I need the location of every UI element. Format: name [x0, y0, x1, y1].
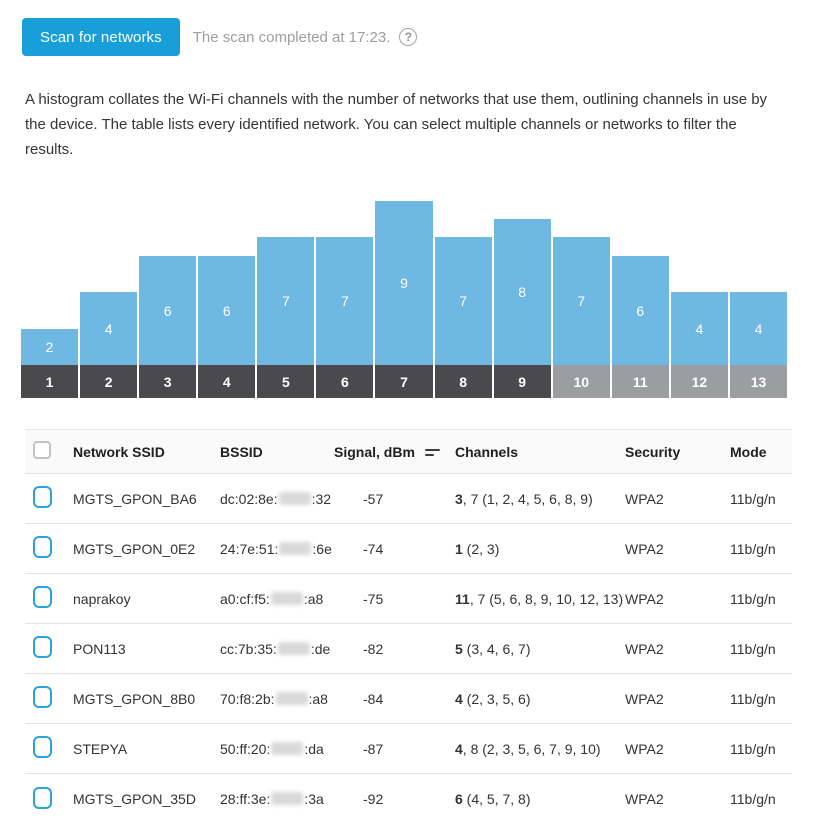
histogram-bar-column — [730, 201, 787, 365]
histogram-bar-channel-2[interactable] — [80, 292, 137, 365]
bar-value-label: 9 — [400, 275, 408, 291]
mode-value: 11b/g/n — [730, 540, 776, 557]
histogram-bar-column — [80, 201, 137, 365]
secondary-channels: (2, 3, 5, 6) — [462, 690, 531, 707]
bssid-suffix: :a8 — [308, 690, 328, 707]
bssid-prefix: 70:f8:2b: — [220, 690, 275, 707]
channel-label-3[interactable]: 3 — [139, 365, 196, 398]
channel-label-11[interactable]: 11 — [612, 365, 669, 398]
channels-value — [455, 591, 625, 607]
security-value: WPA2 — [625, 540, 664, 557]
description-text: A histogram collates the Wi-Fi channels with the number of networks that use them, outlining channels in use by the device. The table lists every identified network. You can select multiple channels or networks to filter the results. — [25, 91, 768, 158]
network-ssid: STEPYA — [73, 740, 128, 757]
table-row[interactable] — [25, 574, 792, 624]
channel-label-10[interactable]: 10 — [553, 365, 610, 398]
network-ssid: PON113 — [73, 640, 126, 657]
network-ssid: naprakoy — [73, 590, 131, 607]
channels-value — [455, 691, 625, 707]
primary-channel: 3 — [455, 490, 463, 507]
row-checkbox[interactable] — [33, 686, 52, 708]
secondary-channels: , 8 (2, 3, 5, 6, 7, 9, 10) — [462, 740, 601, 757]
bssid-suffix: :de — [310, 640, 331, 657]
channel-histogram — [21, 201, 787, 398]
histogram-bar-channel-8[interactable] — [435, 237, 492, 365]
channel-label-7[interactable]: 7 — [375, 365, 432, 398]
bar-value-label: 6 — [636, 302, 645, 319]
secondary-channels: (4, 5, 7, 8) — [462, 791, 531, 807]
channels-value — [455, 541, 625, 557]
signal-value: -92 — [363, 791, 384, 807]
bar-value-label: 6 — [163, 302, 172, 319]
security-value: WPA2 — [625, 640, 664, 657]
scan-status-text: The scan completed at 17:23. — [192, 28, 391, 46]
row-checkbox[interactable] — [33, 736, 52, 758]
channel-label-2[interactable]: 2 — [80, 365, 137, 398]
bssid-prefix: a0:cf:f5: — [220, 590, 270, 607]
bar-value-label: 8 — [518, 284, 527, 300]
bar-value-label: 7 — [459, 293, 467, 309]
network-ssid: MGTS_GPON_0E2 — [73, 540, 196, 557]
mode-value: 11b/g/n — [730, 640, 776, 657]
security-value: WPA2 — [625, 791, 664, 807]
histogram-bar-channel-4[interactable] — [198, 256, 255, 365]
signal-value: -82 — [363, 640, 384, 657]
signal-value: -57 — [363, 490, 384, 507]
row-checkbox-cell — [25, 586, 73, 611]
row-checkbox-cell — [25, 536, 73, 561]
network-bssid — [220, 541, 334, 557]
row-checkbox-cell — [25, 736, 73, 761]
scan-for-networks-button[interactable]: Scan for networks — [22, 18, 180, 56]
table-row[interactable] — [25, 624, 792, 674]
channel-label-12[interactable]: 12 — [671, 365, 728, 398]
row-checkbox[interactable] — [33, 486, 52, 508]
column-header-channels: Channels — [455, 443, 519, 460]
network-bssid — [220, 741, 334, 757]
channel-label-8[interactable]: 8 — [435, 365, 492, 398]
column-header-mode: Mode — [730, 443, 767, 460]
bssid-suffix: :da — [304, 740, 324, 757]
histogram-bar-channel-5[interactable] — [257, 237, 314, 365]
row-checkbox[interactable] — [33, 586, 52, 608]
histogram-bar-column — [553, 201, 610, 365]
signal-value: -74 — [363, 540, 384, 557]
networks-table — [25, 429, 792, 824]
wifi-scan-page — [0, 18, 817, 829]
histogram-bars — [21, 201, 787, 365]
bar-value-label: 4 — [754, 320, 763, 337]
bssid-redacted-blur — [276, 692, 308, 705]
bssid-prefix: 24:7e:51: — [220, 540, 279, 557]
select-all-checkbox[interactable] — [33, 441, 51, 459]
histogram-bar-column — [21, 201, 78, 365]
channels-value — [455, 741, 625, 757]
bssid-prefix: cc:7b:35: — [220, 640, 277, 657]
channel-label-9[interactable]: 9 — [494, 365, 551, 398]
channels-value — [455, 791, 625, 807]
column-header-security: Security — [625, 443, 681, 460]
network-bssid — [220, 641, 334, 657]
row-checkbox[interactable] — [33, 636, 52, 658]
row-checkbox-cell — [25, 636, 73, 661]
network-bssid — [220, 691, 334, 707]
histogram-bar-column — [198, 201, 255, 365]
network-ssid: MGTS_GPON_BA6 — [73, 490, 197, 507]
bar-value-label: 4 — [695, 320, 704, 337]
security-value: WPA2 — [625, 740, 664, 757]
column-header-signal-label: Signal, dBm — [334, 443, 415, 460]
channel-label-13[interactable]: 13 — [730, 365, 787, 398]
histogram-bar-channel-9[interactable] — [494, 219, 551, 365]
histogram-channel-labels — [21, 365, 787, 398]
channel-label-6[interactable]: 6 — [316, 365, 373, 398]
secondary-channels: (2, 3) — [462, 540, 500, 557]
security-value: WPA2 — [625, 590, 664, 607]
signal-value: -84 — [363, 690, 384, 707]
mode-value: 11b/g/n — [730, 690, 776, 707]
bssid-prefix: dc:02:8e: — [220, 490, 278, 507]
network-ssid: MGTS_GPON_8B0 — [73, 690, 196, 707]
histogram-bar-column — [139, 201, 196, 365]
bssid-redacted-blur — [279, 542, 311, 555]
histogram-bar-column — [671, 201, 728, 365]
bssid-suffix: :a8 — [303, 590, 324, 607]
primary-channel: 6 — [455, 791, 463, 807]
bar-value-label: 2 — [45, 339, 54, 355]
histogram-bar-channel-13[interactable] — [730, 292, 787, 365]
row-checkbox-cell — [25, 686, 73, 711]
channel-label-1[interactable]: 1 — [21, 365, 78, 398]
sort-descending-icon[interactable] — [425, 447, 440, 456]
secondary-channels: , 7 (1, 2, 4, 5, 6, 8, 9) — [462, 490, 593, 507]
histogram-bar-channel-6[interactable] — [316, 237, 373, 365]
secondary-channels: (3, 4, 6, 7) — [462, 640, 531, 657]
bssid-redacted-blur — [271, 792, 303, 805]
primary-channel: 4 — [455, 740, 463, 757]
signal-value: -87 — [363, 740, 384, 757]
bssid-redacted-blur — [279, 492, 311, 505]
table-header-row — [25, 429, 792, 474]
row-checkbox[interactable] — [33, 536, 52, 558]
bssid-suffix: :6e — [312, 540, 332, 557]
scan-toolbar — [22, 18, 817, 56]
table-row[interactable] — [25, 724, 792, 774]
mode-value: 11b/g/n — [730, 590, 776, 607]
table-row[interactable] — [25, 474, 792, 524]
network-bssid — [220, 791, 334, 807]
histogram-bar-channel-7[interactable] — [375, 201, 432, 365]
histogram-bar-column — [494, 201, 551, 365]
channels-value — [455, 491, 625, 507]
security-value: WPA2 — [625, 490, 664, 507]
help-icon[interactable]: ? — [399, 28, 417, 46]
security-value: WPA2 — [625, 690, 664, 707]
histogram-bar-column — [435, 201, 492, 365]
bar-value-label: 4 — [104, 320, 113, 337]
row-checkbox-cell — [25, 787, 73, 812]
column-header-signal — [334, 444, 455, 460]
mode-value: 11b/g/n — [730, 740, 776, 757]
histogram-bar-channel-3[interactable] — [139, 256, 196, 365]
row-checkbox-cell — [25, 486, 73, 511]
bssid-redacted-blur — [278, 642, 310, 655]
histogram-bar-column — [316, 201, 373, 365]
channels-value — [455, 641, 625, 657]
primary-channel: 11 — [455, 590, 470, 607]
channel-label-4[interactable]: 4 — [198, 365, 255, 398]
column-header-bssid: BSSID — [220, 443, 263, 460]
bar-value-label: 7 — [341, 293, 349, 309]
primary-channel: 4 — [455, 690, 463, 707]
primary-channel: 5 — [455, 640, 463, 657]
network-ssid: MGTS_GPON_35D — [73, 791, 196, 807]
table-body — [25, 474, 792, 824]
bssid-prefix: 50:ff:20: — [220, 740, 271, 757]
signal-value: -75 — [363, 590, 384, 607]
secondary-channels: , 7 (5, 6, 8, 9, 10, 12, 13) — [469, 590, 624, 607]
column-header-ssid: Network SSID — [73, 443, 165, 460]
histogram-bar-channel-1[interactable] — [21, 329, 78, 365]
bar-value-label: 7 — [281, 293, 290, 309]
bar-value-label: 7 — [577, 293, 586, 309]
network-bssid — [220, 591, 334, 607]
histogram-bar-channel-10[interactable] — [553, 237, 610, 365]
histogram-bar-channel-12[interactable] — [671, 292, 728, 365]
bssid-suffix: :32 — [311, 490, 332, 507]
table-row[interactable] — [25, 774, 792, 824]
histogram-bar-column — [257, 201, 314, 365]
network-bssid — [220, 491, 334, 507]
bssid-redacted-blur — [271, 742, 303, 755]
bssid-redacted-blur — [271, 592, 303, 605]
row-checkbox[interactable] — [33, 787, 52, 809]
histogram-bar-channel-11[interactable] — [612, 256, 669, 365]
mode-value: 11b/g/n — [730, 791, 776, 807]
table-row[interactable] — [25, 674, 792, 724]
table-row[interactable] — [25, 524, 792, 574]
bssid-suffix: :3a — [304, 791, 324, 807]
mode-value: 11b/g/n — [730, 490, 776, 507]
histogram-bar-column — [612, 201, 669, 365]
primary-channel: 1 — [455, 540, 463, 557]
bar-value-label: 6 — [222, 302, 231, 319]
select-all-cell — [25, 441, 73, 462]
channel-label-5[interactable]: 5 — [257, 365, 314, 398]
histogram-bar-column — [375, 201, 432, 365]
bssid-prefix: 28:ff:3e: — [220, 791, 271, 807]
